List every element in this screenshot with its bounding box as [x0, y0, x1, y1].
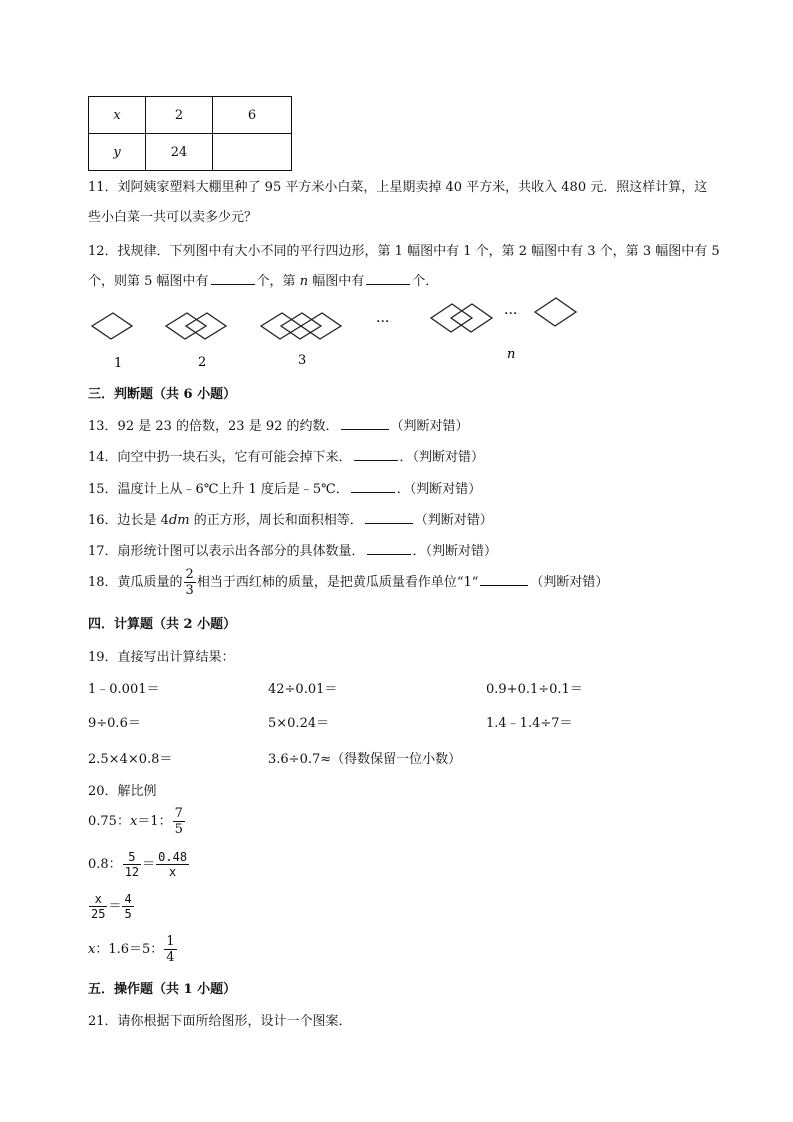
calc-item: 3.6÷0.7≈（得数保留一位小数） — [268, 752, 462, 767]
xy-table — [88, 96, 292, 171]
table-cell — [213, 134, 292, 171]
figure-label: 1 — [114, 356, 123, 371]
question-17: 17．扇形统计图可以表示出各部分的具体数量． ．（判断对错） — [88, 544, 498, 559]
question-11-line2: 些小白菜一共可以卖多少元？ — [88, 210, 258, 225]
figure-label: 3 — [298, 353, 307, 368]
figure-label: 2 — [198, 355, 207, 370]
calc-item: 42÷0.01＝ — [268, 682, 338, 697]
question-16: 16．边长是 4dm 的正方形，周长和面积相等． （判断对错） — [88, 513, 493, 528]
table-cell: y — [89, 134, 146, 171]
fraction: $\frac{5}{12}$ — [124, 850, 140, 879]
table-row — [89, 134, 292, 171]
question-12-line2: 个，则第 5 幅图中有 个，第 n 幅图中有 个． — [88, 274, 439, 289]
question-19-title: 19．直接写出计算结果： — [88, 650, 235, 665]
answer-blank[interactable] — [366, 272, 410, 285]
question-18: 18．黄瓜质量的 $\frac{2}{3}$ 相当于西红柿的质量，是把黄瓜质量看作单位“1“ （判断对错） — [88, 567, 609, 598]
answer-blank[interactable] — [341, 417, 389, 430]
calc-item: 0.9+0.1÷0.1＝ — [486, 682, 583, 697]
proportion-2: 0.8： $\frac{5}{12}$ ＝ $\frac{0.48}{x}$ — [88, 850, 188, 879]
figure-n-diamond — [535, 298, 576, 326]
calc-item: 1﹣0.001＝ — [88, 682, 160, 697]
calc-item: 1.4﹣1.4÷7＝ — [486, 716, 573, 731]
answer-blank[interactable] — [211, 272, 255, 285]
answer-blank[interactable] — [480, 573, 528, 586]
proportion-3: $\frac{x}{25}$ ＝ $\frac{4}{5}$ — [91, 892, 132, 921]
table-cell: 2 — [146, 97, 213, 134]
question-14: 14．向空中扔一块石头，它有可能会掉下来． ．（判断对错） — [88, 450, 485, 465]
figure-label: n — [507, 347, 516, 362]
ellipsis-dots: ··· — [504, 306, 518, 322]
question-13: 13．92 是 23 的倍数，23 是 92 的约数． （判断对错） — [88, 419, 469, 434]
answer-blank[interactable] — [365, 511, 413, 524]
question-20-title: 20．解比例 — [88, 784, 157, 799]
question-11-line1: 11．刘阿姨家塑料大棚里种了 95 平方米小白菜，上星期卖掉 40 平方米，共收入 480 元．照这样计算，这 — [88, 180, 708, 195]
section-heading-5: 五．操作题（共 1 小题） — [88, 982, 237, 997]
proportion-1: 0.75：x＝1： $\frac{7}{5}$ — [88, 806, 183, 837]
fraction: $\frac{4}{5}$ — [124, 892, 132, 921]
fraction: $\frac{x}{25}$ — [91, 892, 106, 921]
section-heading-3: 三．判断题（共 6 小题） — [88, 387, 237, 402]
figure-1-diamond — [92, 313, 132, 339]
calc-item: 5×0.24＝ — [268, 716, 330, 731]
answer-blank[interactable] — [351, 480, 395, 493]
ellipsis-dots: ··· — [376, 314, 390, 330]
proportion-4: x：1.6＝5： $\frac{1}{4}$ — [88, 934, 175, 965]
answer-blank[interactable] — [367, 542, 411, 555]
parallelogram-pattern-figure — [80, 296, 600, 374]
section-heading-4: 四．计算题（共 2 小题） — [88, 617, 237, 632]
table-row — [89, 97, 292, 134]
question-21: 21．请你根据下面所给图形，设计一个图案． — [88, 1014, 352, 1029]
table-cell: 24 — [146, 134, 213, 171]
table-cell: x — [89, 97, 146, 134]
calc-item: 9÷0.6＝ — [88, 716, 141, 731]
table-cell: 6 — [213, 97, 292, 134]
question-15: 15．温度计上从﹣6℃上升 1 度后是﹣5℃． ．（判断对错） — [88, 482, 482, 497]
fraction: $\frac{1}{4}$ — [166, 934, 175, 965]
fraction: $\frac{2}{3}$ — [185, 567, 194, 598]
question-12-line1: 12．找规律．下列图中有大小不同的平行四边形，第 1 幅图中有 1 个，第 2 幅图中有 3 个，第 3 幅图中有 5 — [88, 244, 720, 259]
calc-item: 2.5×4×0.8＝ — [88, 752, 173, 767]
fraction: $\frac{7}{5}$ — [174, 806, 183, 837]
answer-blank[interactable] — [354, 448, 398, 461]
fraction: $\frac{0.48}{x}$ — [158, 850, 188, 879]
